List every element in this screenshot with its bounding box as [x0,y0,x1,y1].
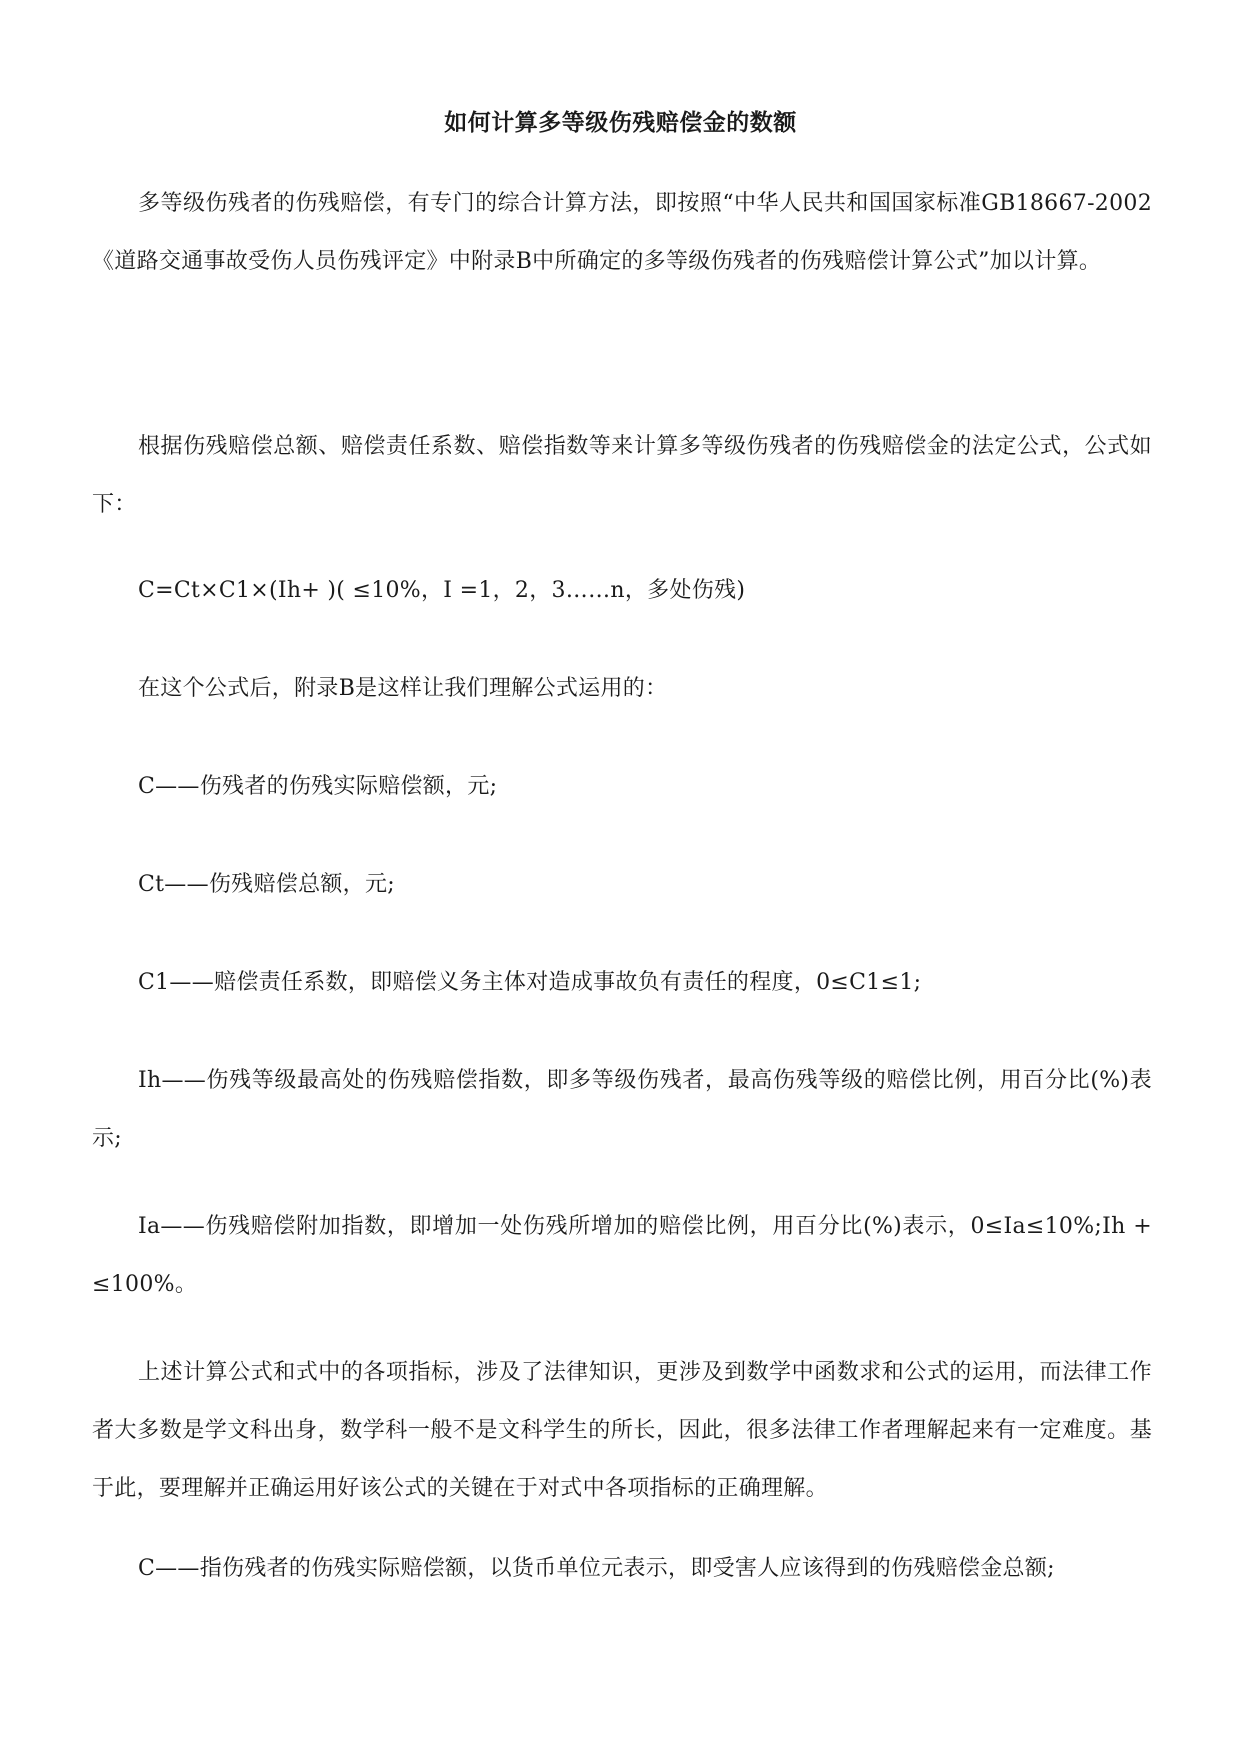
paragraph-formula-intro: 根据伤残赔偿总额、赔偿责任系数、赔偿指数等来计算多等级伤残者的伤残赔偿金的法定公式，公式如下： [92,434,1152,517]
paragraph-def-ih: Ih——伤残等级最高处的伤残赔偿指数，即多等级伤残者，最高伤残等级的赔偿比例，用百分比(%)表示; [92,1068,1152,1151]
document-title: 如何计算多等级伤残赔偿金的数额 [444,110,797,136]
paragraph-c-detail: C——指伤残者的伤残实际赔偿额，以货币单位元表示，即受害人应该得到的伤残赔偿金总额; [138,1556,1055,1581]
paragraph-def-c1: C1——赔偿责任系数，即赔偿义务主体对造成事故负有责任的程度，0≤C1≤1; [138,970,922,995]
paragraph-explanation: 上述计算公式和式中的各项指标，涉及了法律知识，更涉及到数学中函数求和公式的运用，而法律工作者大多数是学文科出身，数学科一般不是文科学生的所长，因此，很多法律工作者理解起来有一定难度。基于此，要理解并正确运用好该公式的关键在于对式中各项指标的正确理解。 [92,1360,1152,1501]
paragraph-def-ct: Ct——伤残赔偿总额，元; [138,872,395,897]
paragraph-intro: 多等级伤残者的伤残赔偿，有专门的综合计算方法，即按照“中华人民共和国国家标准GB18667-2002《道路交通事故受伤人员伤残评定》中附录B中所确定的多等级伤残者的伤残赔偿计算公式”加以计算。 [92,191,1152,274]
paragraph-appendix-note: 在这个公式后，附录B是这样让我们理解公式运用的： [138,676,668,701]
paragraph-def-c: C——伤残者的伤残实际赔偿额，元; [138,774,498,799]
paragraph-formula: C=Ct×C1×(Ih+ )( ≤10%，I =1，2，3……n，多处伤残) [138,578,746,603]
paragraph-def-ia: Ia——伤残赔偿附加指数，即增加一处伤残所增加的赔偿比例，用百分比(%)表示，0≤Ia≤10%;Ih + ≤100%。 [92,1214,1152,1297]
